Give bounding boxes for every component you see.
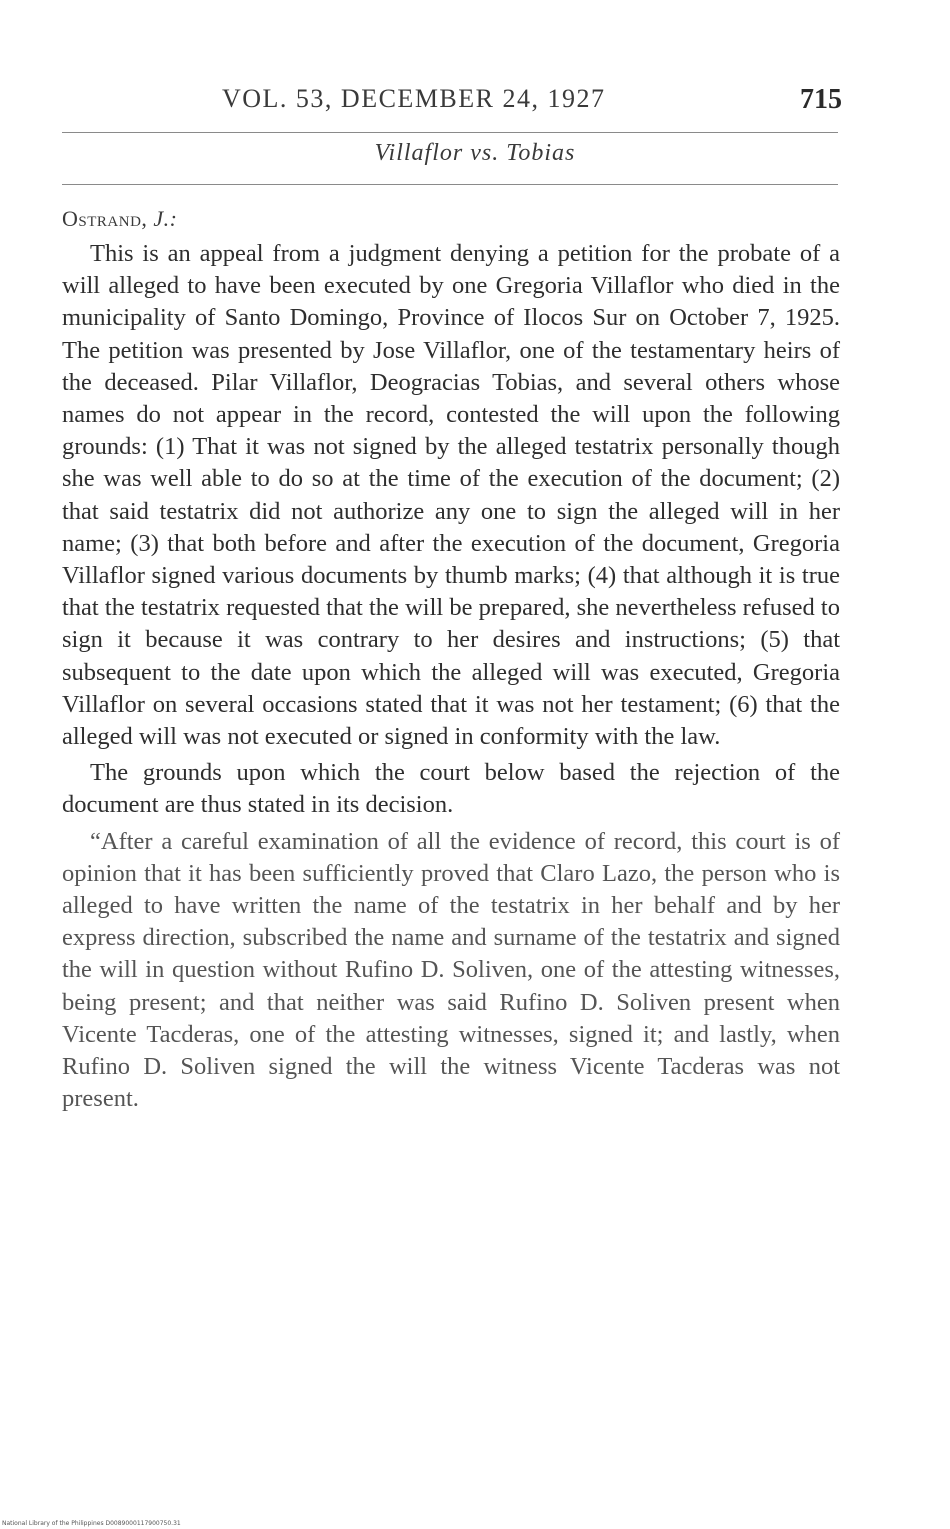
paragraph-quoted-decision: “After a careful examination of all the evidence of record, this court is of opinion that it has been sufficiently proved that Claro Lazo, the person who is alleged to have written the name of the testatrix in her behalf and by her express direction, subscribed the name and surname of the testatrix and signed the will in question without Rufino D. Soliven, one of the attesting witnesses, being present; and that neither was said Rufino D. Soliven present when Vicente Tacderas, one of the attesting witnesses, signed it; and lastly, when Rufino D. Soliven signed the will the witness Vicente Tacderas was not present. xyxy=(62,827,840,1113)
page-number: 715 xyxy=(800,84,842,115)
paragraph-grounds-of-contest: This is an appeal from a judgment denying a petition for the probate of a will alleged to have been executed by one Gregoria Villaflor who died in the municipality of Santo Domingo, Province of Ilocos Sur on October 7, 1925. The petition was presented by Jose Villaflor, one of the testamentary heirs of the deceased. Pilar Villaflor, Deogracias Tobias, and several others whose names do not appear in the record, contested the will upon the following grounds: (1) That it was not signed by the alleged testatrix personally though she was well able to do so at the time of the execution of the document; (2) that said testatrix did not authorize any one to sign the alleged will in her name; (3) that both before and after the execution of the document, Gregoria Villaflor signed various documents by thumb marks; (4) that although it is true that the testatrix requested that the will be prepared, she nevertheless refused to sign it because it was contrary to her desires and instructions; (5) that subsequent to the date upon which the alleged will was executed, Gregoria Villaflor on several occasions stated that it was not her testament; (6) that the alleged will was not executed or signed in conformity with the law. xyxy=(62,240,840,751)
case-title: Villaflor vs. Tobias xyxy=(374,140,576,166)
header-rule-top xyxy=(62,132,838,133)
journal-volume-date: VOL. 53, DECEMBER 24, 1927 xyxy=(222,84,606,113)
opinion-body xyxy=(62,238,840,1115)
paragraph-court-grounds: The grounds upon which the court below based the rejection of the document are thus stated in its decision. xyxy=(62,759,840,819)
scan-credit: National Library of the Philippines D0089000117900750.31 xyxy=(2,1520,181,1527)
header-rule-bottom xyxy=(62,184,838,185)
author-name: Ostrand, xyxy=(62,206,148,231)
author-title: J.: xyxy=(153,206,178,231)
running-head xyxy=(62,84,842,124)
opinion-author xyxy=(62,206,178,232)
